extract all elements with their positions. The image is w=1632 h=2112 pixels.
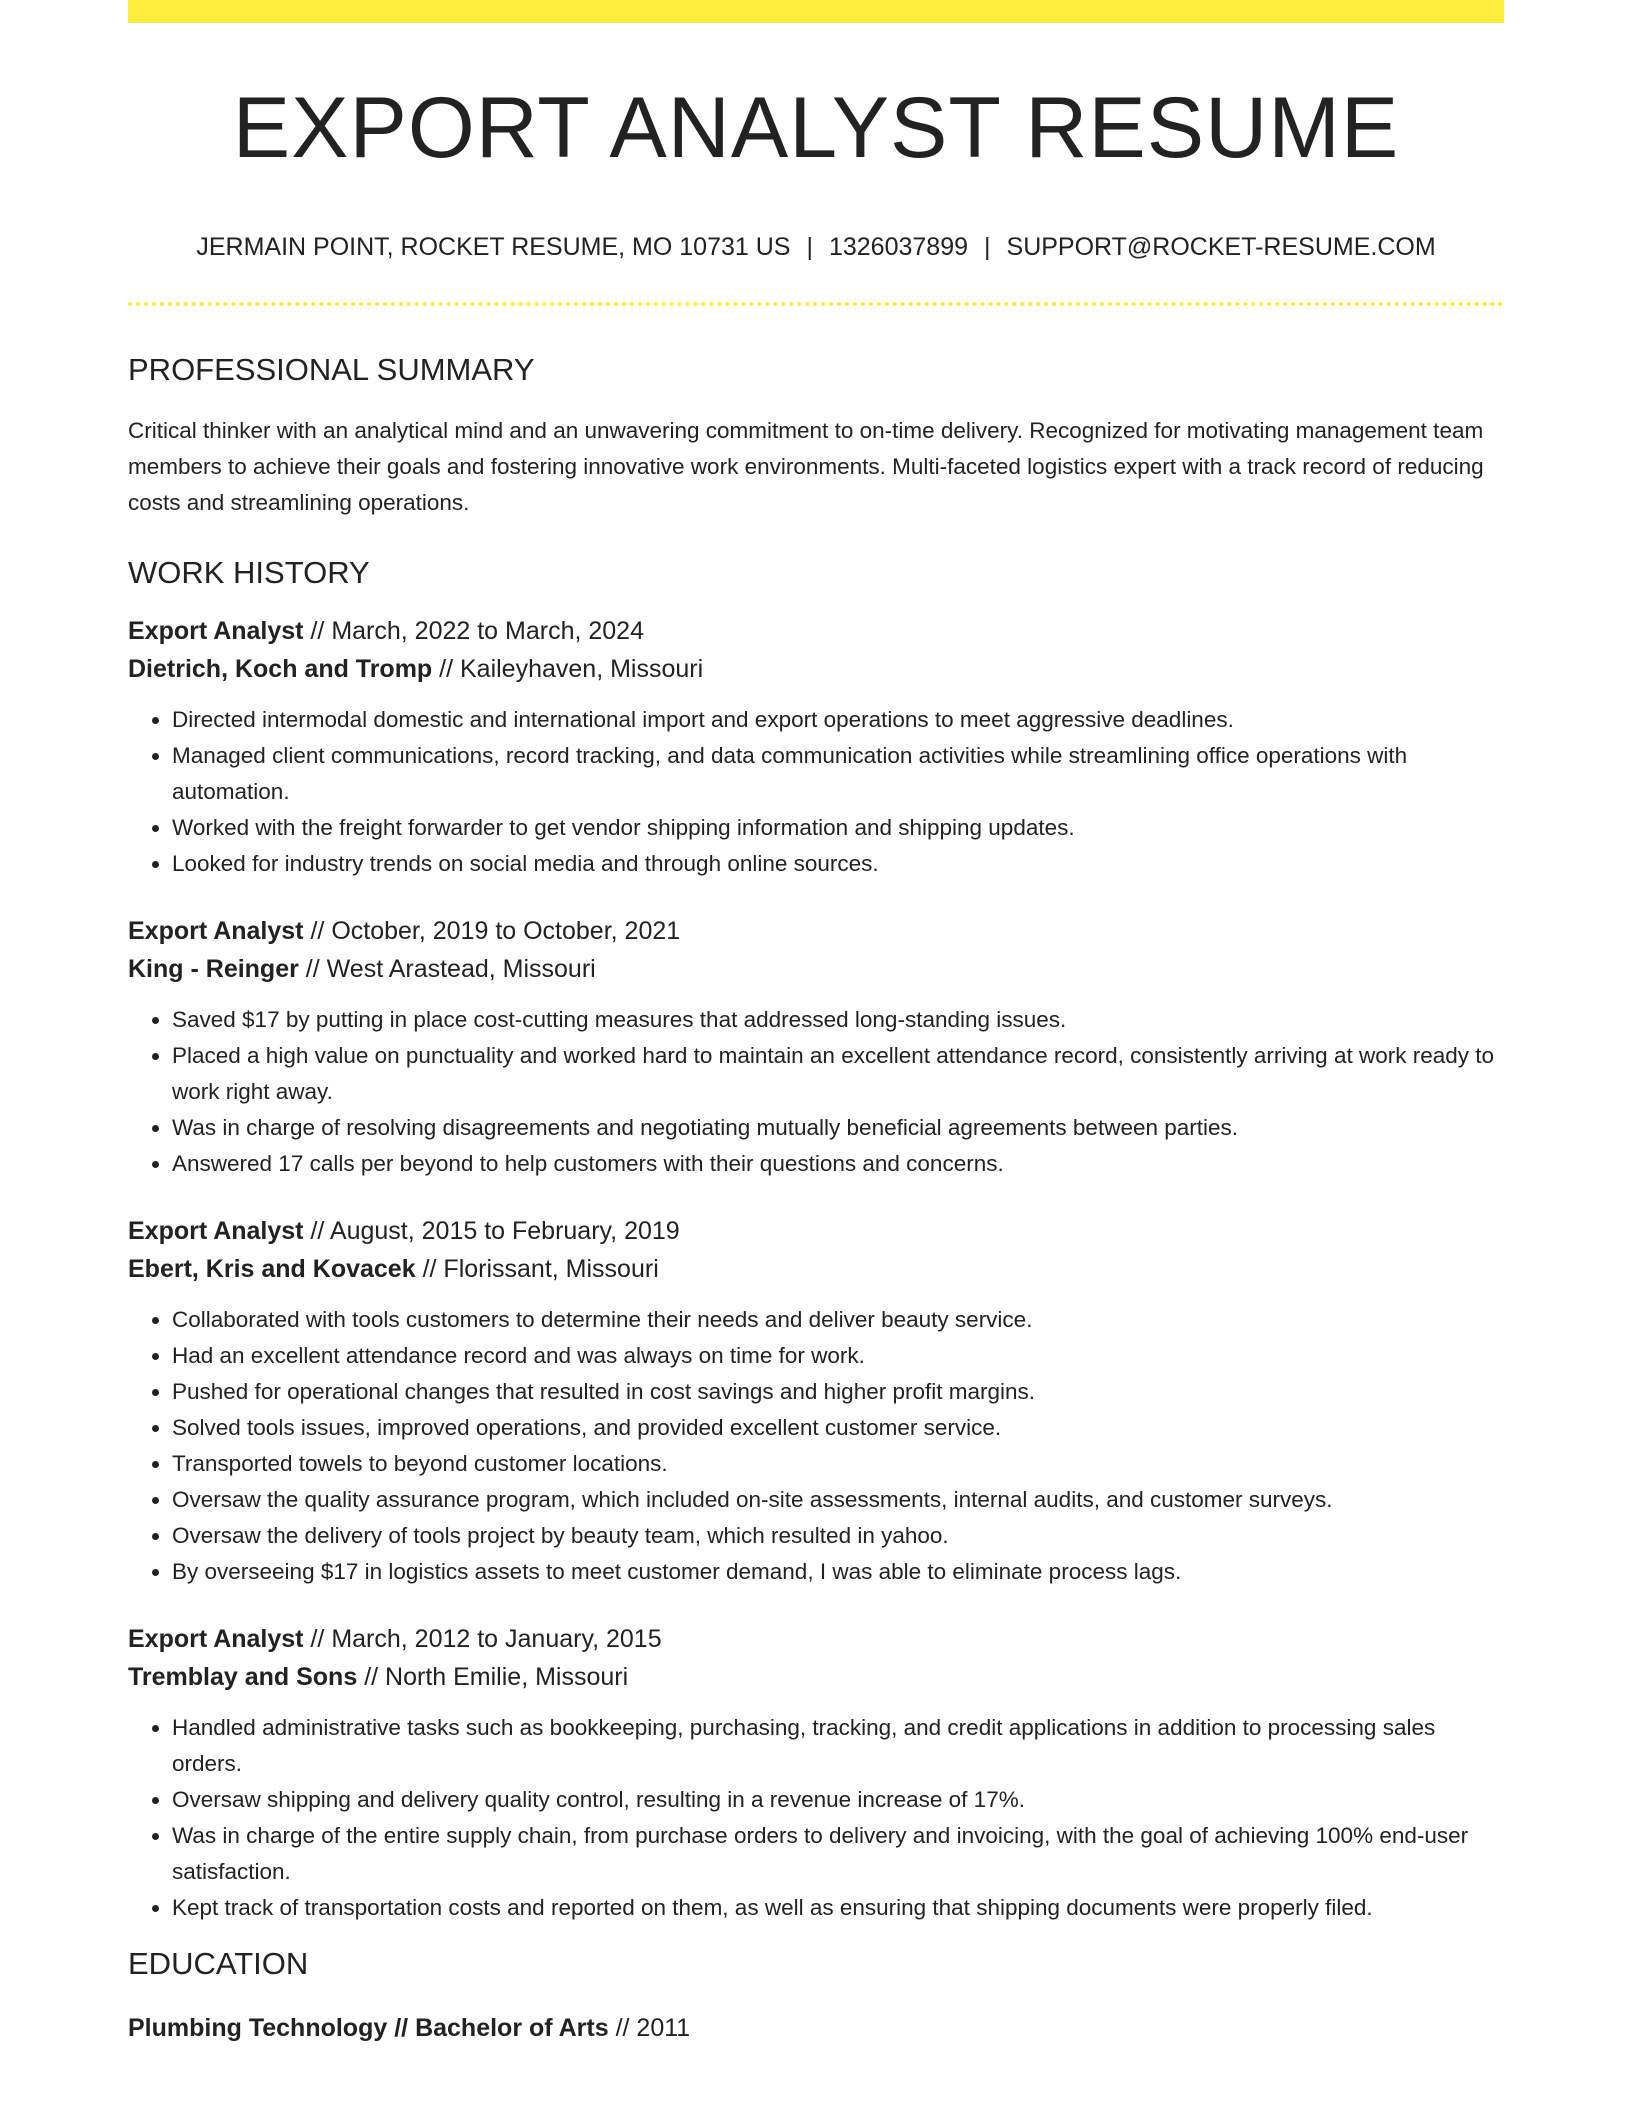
job-company: Tremblay and Sons [128, 1663, 358, 1691]
job-location: North Emilie, Missouri [385, 1663, 629, 1691]
job-bullets [128, 702, 1504, 882]
education-heading: EDUCATION [128, 1946, 309, 1981]
job-role: Export Analyst [128, 917, 304, 945]
job-delimiter: // [303, 917, 332, 945]
job-delimiter: // [357, 1663, 386, 1691]
job-role-line [128, 912, 1504, 950]
education-delimiter: // [608, 2014, 637, 2042]
job-company: Ebert, Kris and Kovacek [128, 1255, 416, 1283]
job-delimiter: // [303, 617, 332, 645]
job-bullet-item: • Oversaw the quality assurance program, which included on-site assessments, internal audits, and customer surveys. [172, 1482, 1504, 1518]
job-role-line [128, 1620, 1504, 1658]
education-delimiter: // [387, 2014, 416, 2042]
job-delimiter: // [415, 1255, 444, 1283]
job-company: Dietrich, Koch and Tromp [128, 655, 433, 683]
education-degree: Bachelor of Arts [415, 2014, 609, 2042]
job-delimiter: // [432, 655, 460, 683]
job-bullet-item: • Had an excellent attendance record and was always on time for work. [172, 1338, 1504, 1374]
education-entry [128, 2009, 1504, 2047]
contact-separator: | [984, 233, 991, 261]
job-entry [128, 1212, 1504, 1590]
job-bullet-item: • Solved tools issues, improved operations, and provided excellent customer service. [172, 1410, 1504, 1446]
job-delimiter: // [298, 955, 327, 983]
job-location: Kaileyhaven, Missouri [460, 655, 704, 683]
summary-heading: PROFESSIONAL SUMMARY [128, 352, 535, 387]
work-history-heading: WORK HISTORY [128, 555, 370, 590]
job-location: Florissant, Missouri [443, 1255, 659, 1283]
contact-email: SUPPORT@ROCKET-RESUME.COM [1006, 233, 1436, 261]
job-company-line [128, 650, 1504, 688]
job-role-line [128, 612, 1504, 650]
job-entry [128, 1620, 1504, 1926]
job-company-line [128, 1658, 1504, 1696]
job-company-line [128, 1250, 1504, 1288]
job-dates: March, 2012 to January, 2015 [331, 1625, 662, 1653]
dotted-divider [128, 302, 1504, 306]
job-role: Export Analyst [128, 617, 304, 645]
work-history-list [128, 612, 1504, 1926]
job-dates: October, 2019 to October, 2021 [331, 917, 681, 945]
job-bullet-item: • Was in charge of resolving disagreements and negotiating mutually beneficial agreements between parties. [172, 1110, 1504, 1146]
job-company-line [128, 950, 1504, 988]
summary-text: Critical thinker with an analytical mind and an unwavering commitment to on-time delivery. Recognized for motivating management team members to achieve their goals and fostering innovative work environments. Multi-faceted logistics expert with a track record of reducing costs and streamlining operations. [128, 418, 1484, 515]
job-bullet-item: • Transported towels to beyond customer locations. [172, 1446, 1504, 1482]
job-bullet-item: • Looked for industry trends on social media and through online sources. [172, 846, 1504, 882]
job-delimiter: // [303, 1217, 330, 1245]
job-bullet-item: • Oversaw the delivery of tools project by beauty team, which resulted in yahoo. [172, 1518, 1504, 1554]
contact-separator: | [806, 233, 813, 261]
job-bullets [128, 1002, 1504, 1182]
job-dates: March, 2022 to March, 2024 [331, 617, 644, 645]
job-bullet-item: • Saved $17 by putting in place cost-cutting measures that addressed long-standing issues. [172, 1002, 1504, 1038]
job-dates: August, 2015 to February, 2019 [329, 1217, 680, 1245]
contact-address: JERMAIN POINT, ROCKET RESUME, MO 10731 US [196, 233, 791, 261]
resume-title: EXPORT ANALYST RESUME [232, 80, 1400, 176]
job-bullet-item: • Kept track of transportation costs and reported on them, as well as ensuring that shipping documents were properly filed. [172, 1890, 1504, 1926]
education-year: 2011 [636, 2014, 691, 2042]
job-bullets [128, 1302, 1504, 1590]
job-role: Export Analyst [128, 1625, 304, 1653]
job-role: Export Analyst [128, 1217, 304, 1245]
job-delimiter: // [303, 1625, 332, 1653]
contact-line [128, 235, 1504, 260]
job-location: West Arastead, Missouri [326, 955, 596, 983]
accent-top-bar [128, 0, 1504, 23]
job-role-line [128, 1212, 1504, 1250]
job-bullet-item: • Managed client communications, record tracking, and data communication activities while streamlining office operations with automation. [172, 738, 1504, 810]
job-bullet-item: • Placed a high value on punctuality and worked hard to maintain an excellent attendance record, consistently arriving at work ready to work right away. [172, 1038, 1504, 1110]
job-bullet-item: • Collaborated with tools customers to determine their needs and deliver beauty service. [172, 1302, 1504, 1338]
job-entry [128, 612, 1504, 882]
resume-page [128, 0, 1504, 2047]
job-bullet-item: • Directed intermodal domestic and international import and export operations to meet aggressive deadlines. [172, 702, 1504, 738]
job-company: King - Reinger [128, 955, 299, 983]
job-bullet-item: • Answered 17 calls per beyond to help customers with their questions and concerns. [172, 1146, 1504, 1182]
job-bullet-item: • Worked with the freight forwarder to get vendor shipping information and shipping updates. [172, 810, 1504, 846]
contact-phone: 1326037899 [828, 233, 969, 261]
job-bullet-item: • Oversaw shipping and delivery quality control, resulting in a revenue increase of 17%. [172, 1782, 1504, 1818]
job-entry [128, 912, 1504, 1182]
job-bullets [128, 1710, 1504, 1926]
job-bullet-item: • Was in charge of the entire supply chain, from purchase orders to delivery and invoicing, with the goal of achieving 100% end-user satisfaction. [172, 1818, 1504, 1890]
education-field: Plumbing Technology [128, 2014, 388, 2042]
job-bullet-item: • Pushed for operational changes that resulted in cost savings and higher profit margins. [172, 1374, 1504, 1410]
job-bullet-item: • Handled administrative tasks such as bookkeeping, purchasing, tracking, and credit applications in addition to processing sales orders. [172, 1710, 1504, 1782]
job-bullet-item: • By overseeing $17 in logistics assets to meet customer demand, I was able to eliminate process lags. [172, 1554, 1504, 1590]
